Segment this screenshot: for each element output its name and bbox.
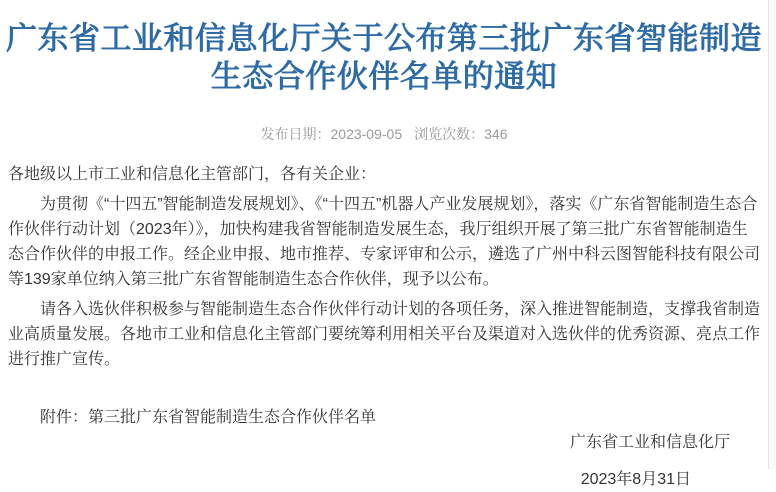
body-paragraph-1: 为贯彻《“十四五”智能制造发展规划》、《“十四五”机器人产业发展规划》，落实《广东省智能制造生态合作伙伴行动计划（2023年）》，加快构建我省智能制造发展生态，我厅组织开展了第三批广东省智能制造生态合作伙伴的申报工作。经企业申报、地市推荐、专家评审和公示，遴选了广州中科云图智能科技有限公司等139家单位纳入第三批广东省智能制造生态合作伙伴，现予以公布。 [8, 196, 761, 288]
publish-date-label: 发布日期： [260, 126, 331, 142]
salutation-line: 各地级以上市工业和信息化主管部门，各有关企业： [8, 166, 377, 183]
signature-date: 2023年8月31日 [580, 471, 691, 488]
views-value: 346 [484, 126, 508, 142]
signature-issuer: 广东省工业和信息化厅 [569, 434, 730, 451]
body-paragraph-2: 请各入选伙伴积极参与智能制造生态合作伙伴行动计划的各项任务，深入推进智能制造，支撑我省制造业高质量发展。各地市工业和信息化主管部门要统筹利用相关平台及渠道对入选伙伴的优秀资源、亮点工作进行推广宣传。 [8, 301, 761, 368]
attachment-line: 附件：第三批广东省智能制造生态合作伙伴名单 [40, 409, 377, 426]
meta-line [0, 124, 768, 144]
notice-body [0, 162, 768, 492]
views-label: 浏览次数： [414, 126, 485, 142]
publish-date-value: 2023-09-05 [330, 126, 403, 142]
page-title: 广东省工业和信息化厅关于公布第三批广东省智能制造生态合作伙伴名单的通知 [6, 21, 762, 94]
page-gutter [769, 0, 776, 469]
